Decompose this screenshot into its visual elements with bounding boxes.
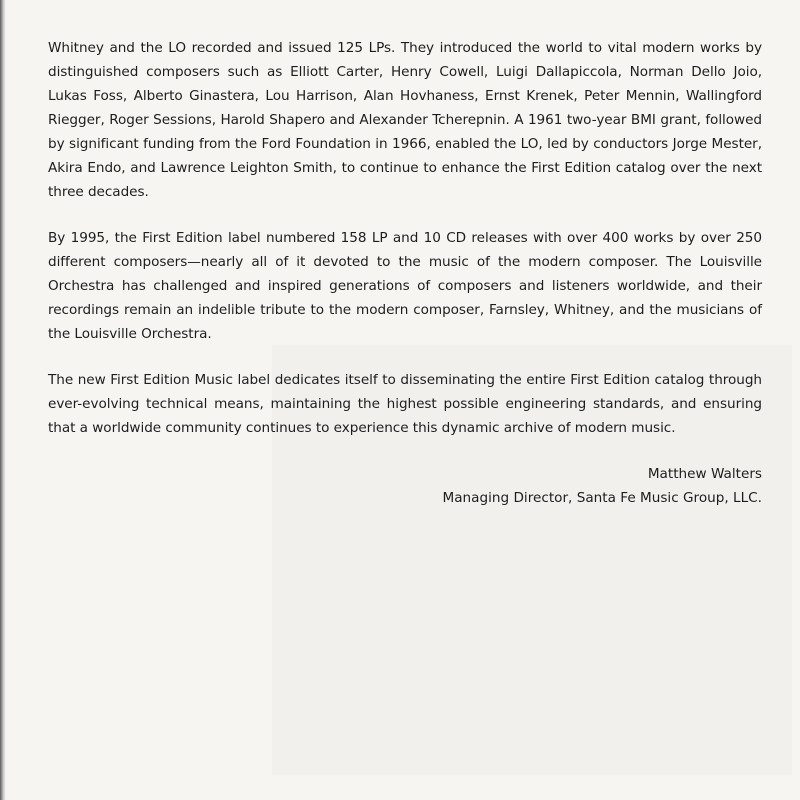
text-body: [48, 36, 762, 510]
paragraph-3: The new First Edition Music label dedicates itself to disseminating the entire First Edition catalog through ever-evolving technical means, maintaining the highest possible engineering standards, and ensuring that a worldwide community continues to experience this dynamic archive of modern music.: [48, 372, 762, 436]
page-binding-edge: [0, 0, 6, 800]
signature-name: Matthew Walters: [647, 466, 762, 482]
signature-block: [48, 462, 762, 510]
signature-title: Managing Director, Santa Fe Music Group, LLC.: [442, 490, 762, 506]
paragraph-1: Whitney and the LO recorded and issued 125 LPs. They introduced the world to vital modern works by distinguished composers such as Elliott Carter, Henry Cowell, Luigi Dallapiccola, Norman Dello Joio, Lukas Foss, Alberto Ginastera, Lou Harrison, Alan Hovhaness, Ernst Krenek, Peter Mennin, Wallingford Riegger, Roger Sessions, Harold Shapero and Alexander Tcherepnin. A 1961 two-year BMI grant, followed by significant funding from the Ford Foundation in 1966, enabled the LO, led by conductors Jorge Mester, Akira Endo, and Lawrence Leighton Smith, to continue to enhance the First Edition catalog over the next three decades.: [48, 40, 762, 200]
paragraph-2: By 1995, the First Edition label numbered 158 LP and 10 CD releases with over 400 works by over 250 different composers—nearly all of it devoted to the music of the modern composer. The Louisville Orchestra has challenged and inspired generations of composers and listeners worldwide, and their recordings remain an indelible tribute to the modern composer, Farnsley, Whitney, and the musicians of the Louisville Orchestra.: [48, 230, 762, 342]
